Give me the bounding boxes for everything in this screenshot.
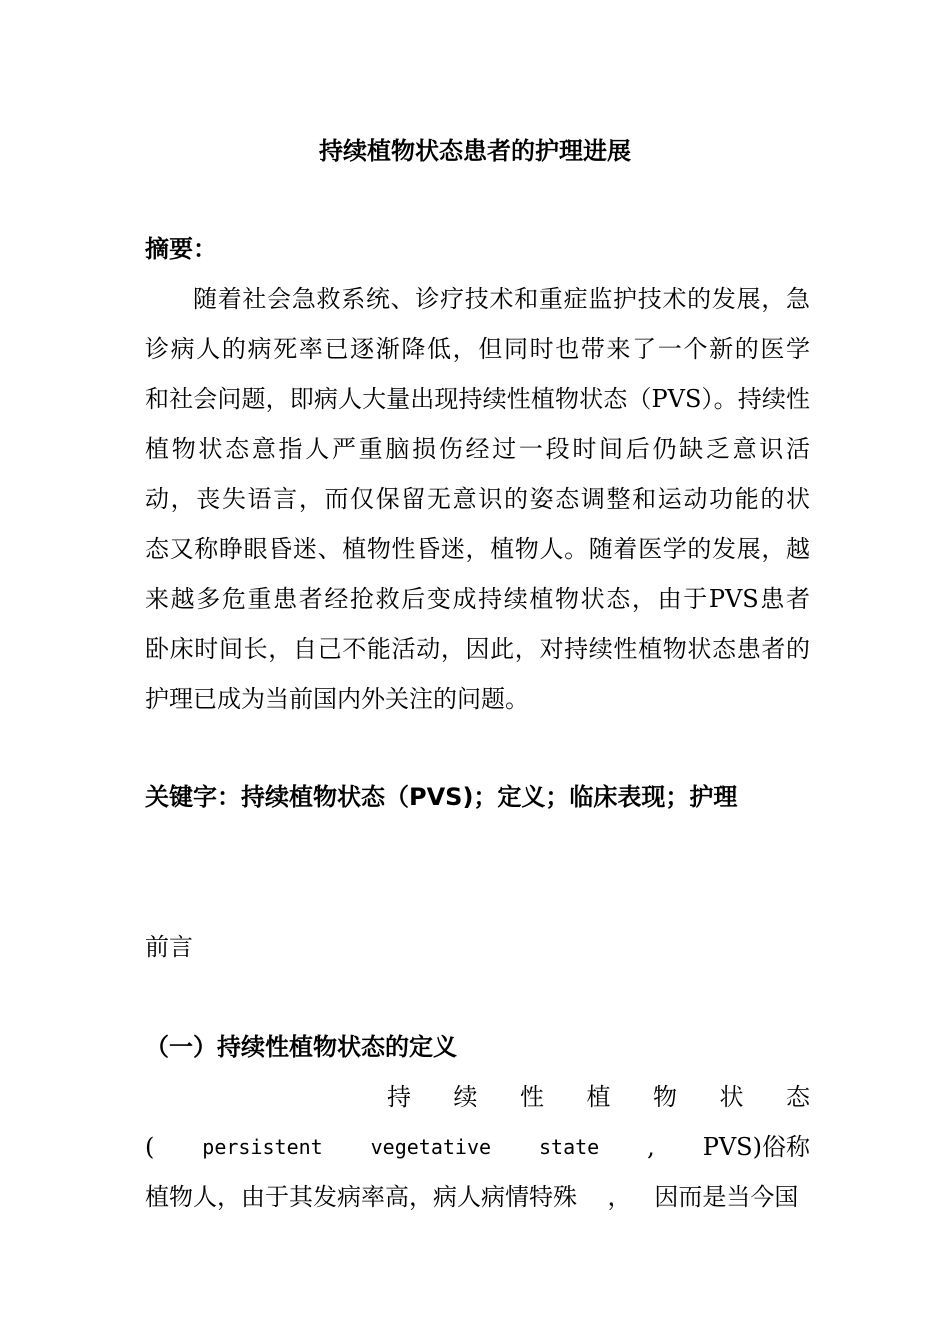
abstract-line: 卧床时间长，自己不能活动，因此，对持续性植物状态患者的 (145, 635, 810, 663)
text-fragment: ( (145, 1133, 155, 1161)
preface-heading: 前言 (145, 933, 193, 961)
spaced-char: 持 (387, 1083, 411, 1111)
text-fragment: PVS)俗称 (702, 1133, 810, 1161)
abstract-line: 和社会问题，即病人大量出现持续性植物状态（PVS）。持续性 (145, 385, 810, 413)
spaced-char: 物 (653, 1083, 677, 1111)
definition-paragraph (145, 1072, 810, 1222)
section-heading: （一）持续性植物状态的定义 (145, 1033, 457, 1061)
text-fragment: state (538, 1135, 600, 1159)
keywords-line: 关键字：持续植物状态（PVS)；定义；临床表现；护理 (145, 783, 738, 811)
spaced-char: 续 (453, 1083, 478, 1111)
spaced-char: 状 (719, 1083, 744, 1111)
abstract-line: 护理已成为当前国内外关注的问题。 (145, 685, 529, 713)
spaced-line (145, 1122, 810, 1172)
abstract-line: 动，丧失语言，而仅保留无意识的姿态调整和运动功能的状 (145, 485, 810, 513)
text-fragment: persistent (202, 1135, 323, 1159)
abstract-paragraph (145, 274, 810, 724)
document-title: 持续植物状态患者的护理进展 (319, 137, 631, 165)
text-fragment: , (647, 1133, 655, 1161)
spaced-char: 植 (586, 1083, 611, 1111)
abstract-line: 来越多危重患者经抢救后变成持续植物状态，由于PVS患者 (145, 585, 810, 613)
abstract-line: 植物状态意指人严重脑损伤经过一段时间后仍缺乏意识活 (145, 435, 810, 463)
abstract-line: 态又称睁眼昏迷、植物性昏迷，植物人。随着医学的发展，越 (145, 535, 810, 563)
paragraph-line: 植物人，由于其发病率高，病人病情特殊 ， 因而是当今国 (145, 1183, 799, 1211)
abstract-heading: 摘要： (145, 235, 217, 263)
spaced-char: 性 (520, 1083, 544, 1111)
abstract-line: 随着社会急救系统、诊疗技术和重症监护技术的发展，急 (193, 285, 810, 313)
spaced-line (145, 1072, 810, 1122)
text-fragment: vegetative (370, 1135, 492, 1159)
abstract-line: 诊病人的病死率已逐渐降低，但同时也带来了一个新的医学 (145, 335, 810, 363)
spaced-char: 态 (786, 1083, 810, 1111)
